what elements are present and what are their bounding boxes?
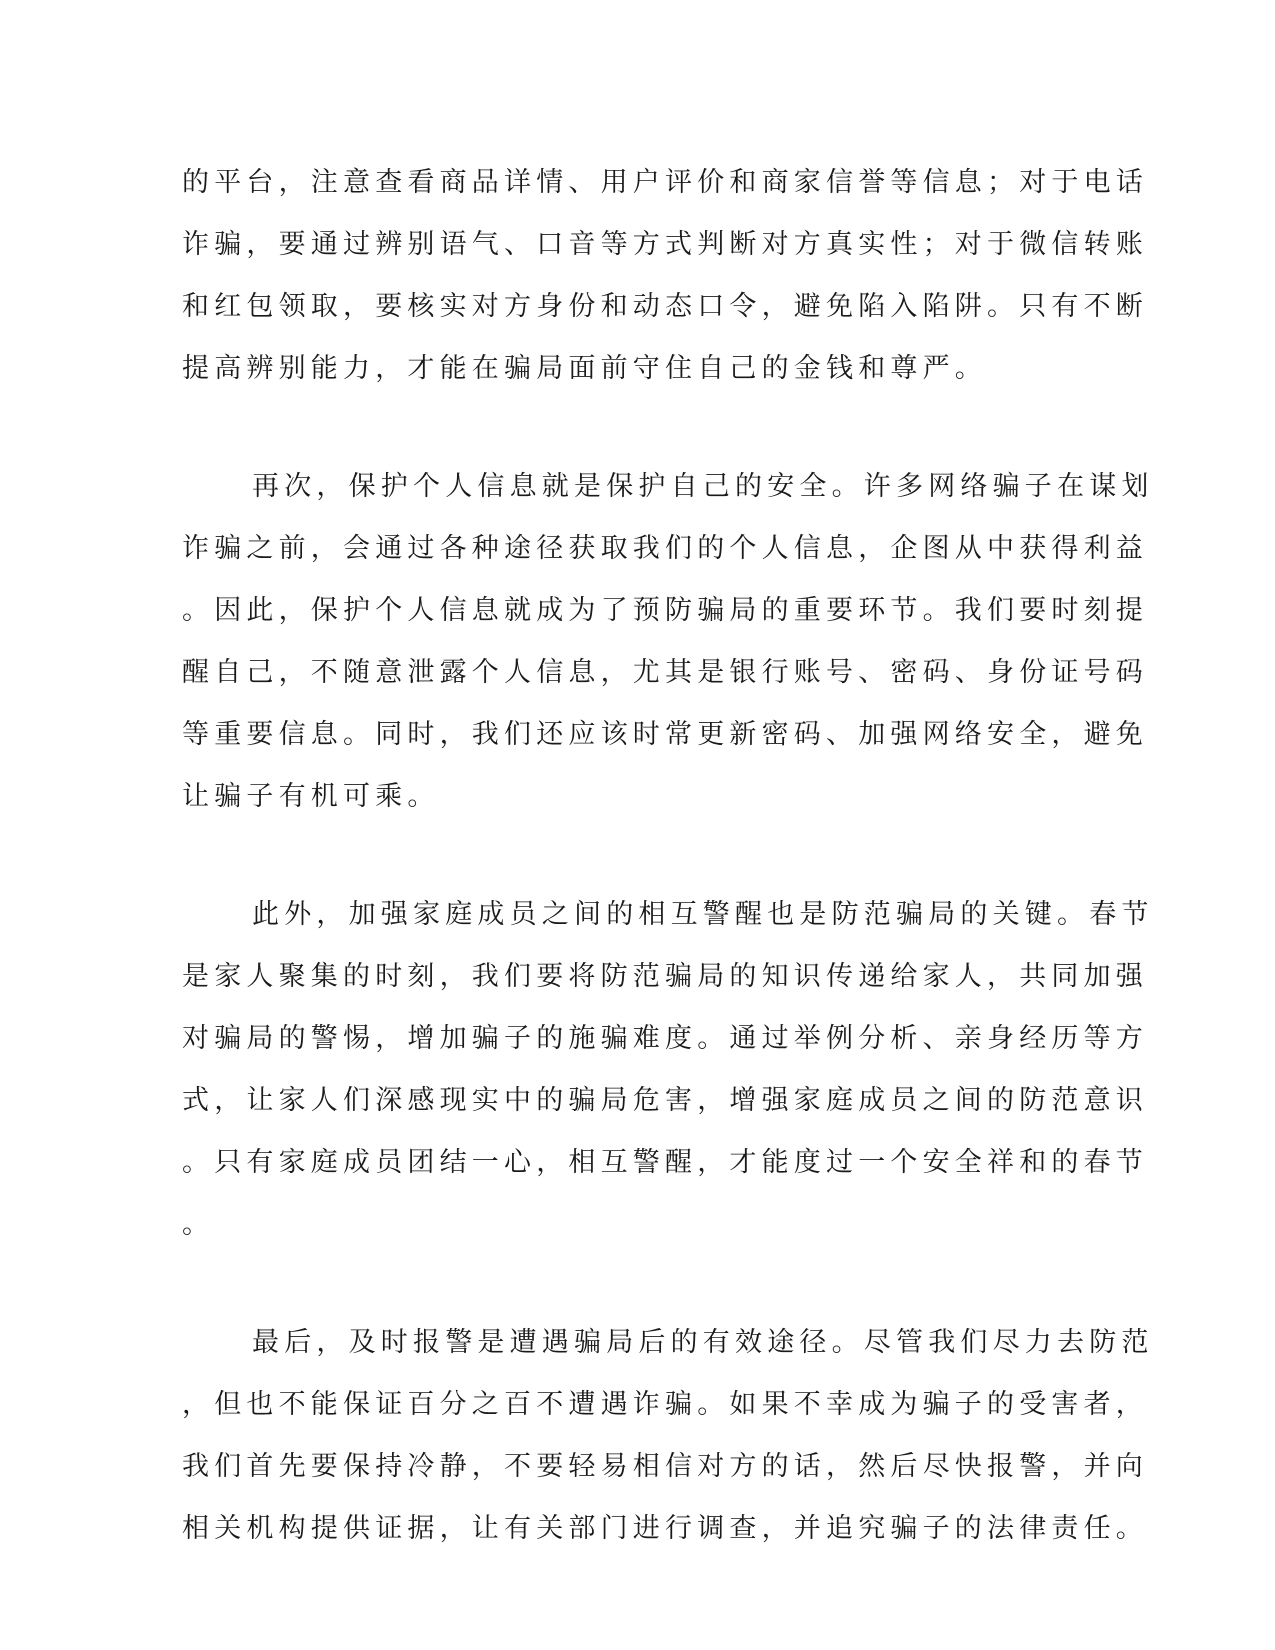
paragraph-line: 。因此，保护个人信息就成为了预防骗局的重要环节。我们要时刻提 [182, 595, 1148, 626]
paragraph-line: 让骗子有机可乘。 [182, 781, 440, 812]
paragraph-line: 是家人聚集的时刻，我们要将防范骗局的知识传递给家人，共同加强 [182, 961, 1148, 992]
paragraph-first-line: 此外，加强家庭成员之间的相互警醒也是防范骗局的关键。春节 [252, 899, 1154, 930]
paragraph-line: 和红包领取，要核实对方身份和动态口令，避免陷入陷阱。只有不断 [182, 291, 1148, 322]
paragraph-line: ，但也不能保证百分之百不遭遇诈骗。如果不幸成为骗子的受害者， [182, 1389, 1148, 1420]
paragraph-line: 对骗局的警惕，增加骗子的施骗难度。通过举例分析、亲身经历等方 [182, 1023, 1148, 1054]
paragraph-4 [182, 1312, 1154, 1560]
paragraph-line: 相关机构提供证据，让有关部门进行调查，并追究骗子的法律责任。 [182, 1513, 1148, 1544]
paragraph-line: 等重要信息。同时，我们还应该时常更新密码、加强网络安全，避免 [182, 719, 1148, 750]
paragraph-line: 诈骗，要通过辨别语气、口音等方式判断对方真实性；对于微信转账 [182, 229, 1148, 260]
paragraph-line: 式，让家人们深感现实中的骗局危害，增强家庭成员之间的防范意识 [182, 1085, 1148, 1116]
document-body [182, 152, 1154, 1560]
paragraph-spacer [182, 828, 1042, 884]
paragraph-1 [182, 152, 1148, 400]
paragraph-line: 醒自己，不随意泄露个人信息，尤其是银行账号、密码、身份证号码 [182, 657, 1148, 688]
paragraph-line: 提高辨别能力，才能在骗局面前守住自己的金钱和尊严。 [182, 353, 987, 384]
paragraph-line: 我们首先要保持冷静，不要轻易相信对方的话，然后尽快报警，并向 [182, 1451, 1148, 1482]
paragraph-line: 诈骗之前，会通过各种途径获取我们的个人信息，企图从中获得利益 [182, 533, 1148, 564]
paragraph-line: 的平台，注意查看商品详情、用户评价和商家信誉等信息；对于电话 [182, 167, 1148, 198]
paragraph-first-line: 再次，保护个人信息就是保护自己的安全。许多网络骗子在谋划 [252, 471, 1154, 502]
paragraph-spacer [182, 400, 1042, 456]
paragraph-spacer [182, 1256, 1042, 1312]
paragraph-first-line: 最后，及时报警是遭遇骗局后的有效途径。尽管我们尽力去防范 [252, 1327, 1154, 1358]
paragraph-line: 。 [182, 1209, 215, 1240]
paragraph-2 [182, 456, 1154, 828]
paragraph-3 [182, 884, 1154, 1256]
paragraph-line: 。只有家庭成员团结一心，相互警醒，才能度过一个安全祥和的春节 [182, 1147, 1148, 1178]
